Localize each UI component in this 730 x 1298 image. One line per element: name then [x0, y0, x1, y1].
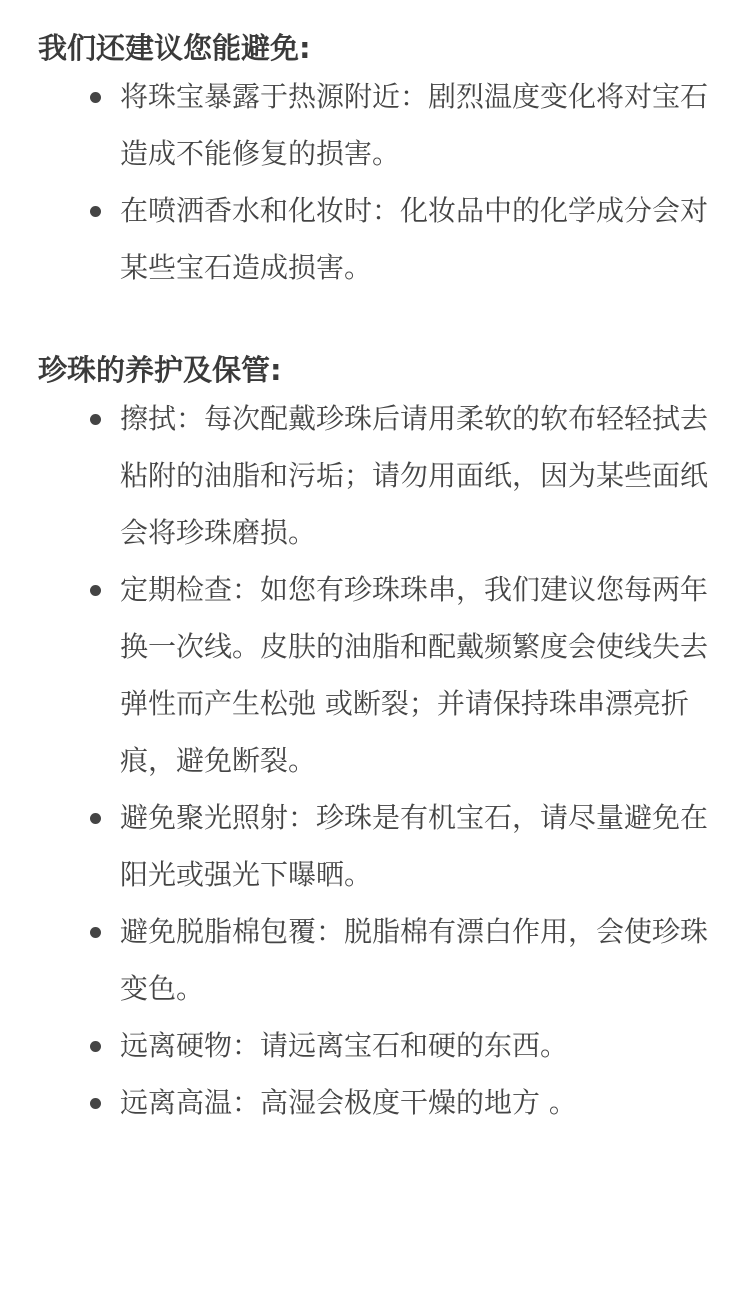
list-item-text: 将珠宝暴露于热源附近：剧烈温度变化将对宝石造成不能修复的损害。	[120, 80, 709, 170]
bullet-dot-icon	[90, 1041, 101, 1052]
list-item-text: 远离高温：高湿会极度干燥的地方 。	[120, 1086, 577, 1119]
bullet-dot-icon	[90, 414, 101, 425]
pearl-care-list	[38, 390, 720, 1131]
list-item-text: 避免脱脂棉包覆：脱脂棉有漂白作用，会使珍珠变色。	[120, 915, 709, 1005]
list-item	[120, 789, 720, 903]
list-item	[120, 903, 720, 1017]
list-item	[120, 1017, 720, 1074]
section-heading-pearl-care: 珍珠的养护及保管:	[38, 353, 282, 387]
list-item-text: 远离硬物：请远离宝石和硬的东西。	[120, 1029, 569, 1062]
list-item	[120, 561, 720, 789]
bullet-dot-icon	[90, 813, 101, 824]
list-item-text: 定期检查：如您有珍珠珠串，我们建议您每两年换一次线。皮肤的油脂和配戴频繁度会使线失去弹性而产生松弛 或断裂；并请保持珠串漂亮折痕，避免断裂。	[120, 573, 709, 777]
list-item	[120, 68, 720, 182]
list-item	[120, 390, 720, 561]
bullet-dot-icon	[90, 585, 101, 596]
list-item-text: 在喷洒香水和化妆时：化妆品中的化学成分会对某些宝石造成损害。	[120, 194, 709, 284]
bullet-dot-icon	[90, 206, 101, 217]
list-item	[120, 1074, 720, 1131]
list-item-text: 避免聚光照射：珍珠是有机宝石，请尽量避免在阳光或强光下曝晒。	[120, 801, 709, 891]
avoid-list	[38, 68, 720, 296]
bullet-dot-icon	[90, 1098, 101, 1109]
section-heading-avoid: 我们还建议您能避免:	[38, 31, 311, 65]
list-item	[120, 182, 720, 296]
bullet-dot-icon	[90, 927, 101, 938]
list-item-text: 擦拭：每次配戴珍珠后请用柔软的软布轻轻拭去粘附的油脂和污垢；请勿用面纸，因为某些面纸会将珍珠磨损。	[120, 402, 709, 549]
bullet-dot-icon	[90, 92, 101, 103]
